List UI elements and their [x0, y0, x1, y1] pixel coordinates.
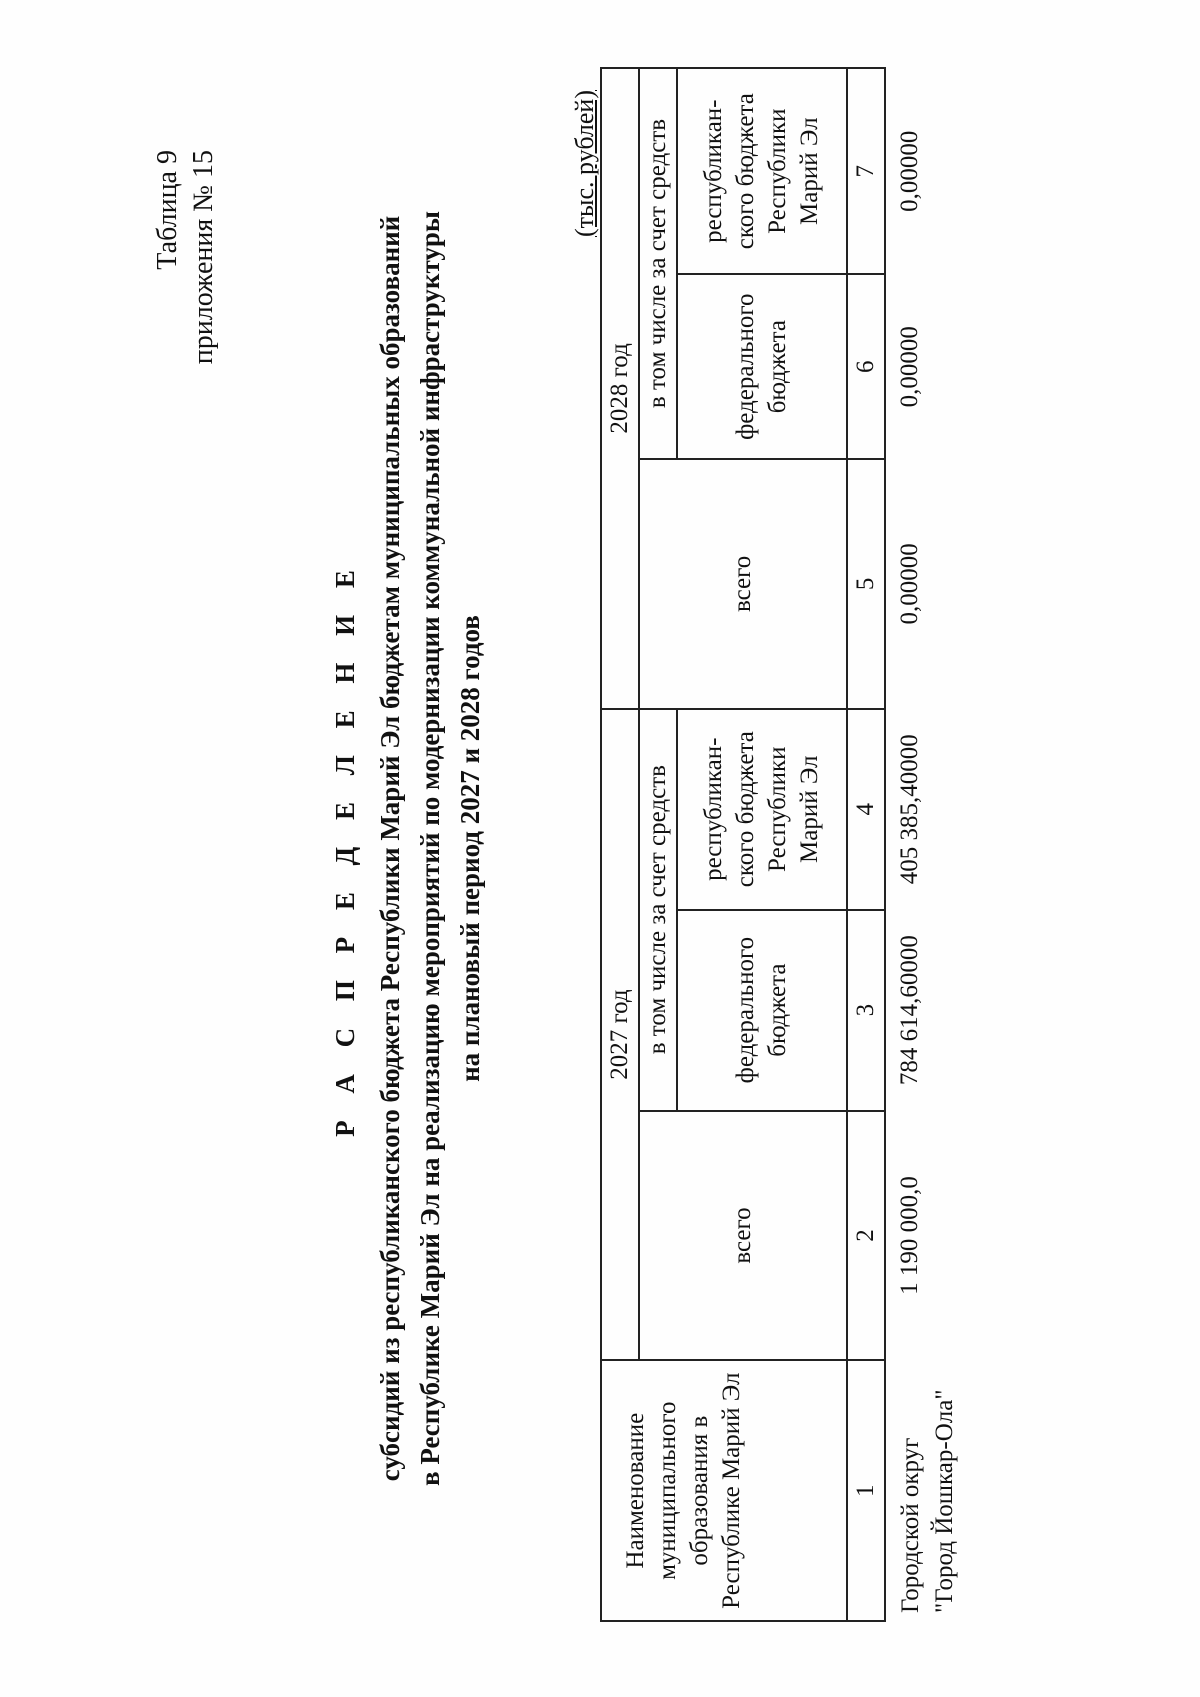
table-ref-line2: приложения № 15	[188, 150, 219, 365]
header-total-2028: всего	[639, 459, 847, 709]
units-label: (тыс. рублей)	[570, 90, 599, 238]
table-reference	[150, 150, 222, 510]
value-total-2027: 1 190 000,0	[885, 1111, 965, 1361]
col-number: 7	[847, 68, 885, 274]
subtitle-line3: на плановый период 2027 и 2028 годов	[455, 615, 485, 1082]
header-year-2027: 2027 год	[601, 709, 639, 1361]
header-total-2027: всего	[639, 1111, 847, 1361]
column-number-row	[847, 68, 885, 1621]
header-municipality: Наименование муниципального образования в Республике Марий Эл	[601, 1360, 847, 1621]
value-republic-2027: 405 385,40000	[885, 709, 965, 910]
col-number: 6	[847, 274, 885, 459]
subtitle-line2: в Республике Марий Эл на реализацию мероприятий по модернизации коммунальной инфраструктуры	[415, 211, 445, 1486]
col-number: 5	[847, 459, 885, 709]
table-ref-line1: Таблица 9	[152, 150, 183, 270]
subtitle-line1: субсидий из республиканского бюджета Республики Марий Эл бюджетам муниципальных образований	[375, 215, 405, 1482]
col-number: 3	[847, 910, 885, 1111]
header-incl-2027: в том числе за счет средств	[639, 709, 677, 1111]
value-republic-2028: 0,00000	[885, 68, 965, 274]
col-number: 2	[847, 1111, 885, 1361]
col-number: 4	[847, 709, 885, 910]
municipality-name: Городской округ "Город Йошкар-Ола"	[885, 1360, 965, 1621]
col-number: 1	[847, 1360, 885, 1621]
header-federal-2027: федерального бюджета	[677, 910, 847, 1111]
header-year-2028: 2028 год	[601, 68, 639, 709]
header-republic-2028: республикан-ского бюджета Республики Марий Эл	[677, 68, 847, 274]
header-incl-2028: в том числе за счет средств	[639, 68, 677, 459]
distribution-table	[600, 67, 965, 1622]
document-subtitle	[370, 0, 490, 1697]
table-row	[885, 68, 965, 1621]
value-federal-2027: 784 614,60000	[885, 910, 965, 1111]
document-title: Р А С П Р Е Д Е Л Е Н И Е	[330, 560, 360, 1137]
value-total-2028: 0,00000	[885, 459, 965, 709]
header-federal-2028: федерального бюджета	[677, 274, 847, 459]
header-republic-2027: республикан-ского бюджета Республики Марий Эл	[677, 709, 847, 910]
value-federal-2028: 0,00000	[885, 274, 965, 459]
